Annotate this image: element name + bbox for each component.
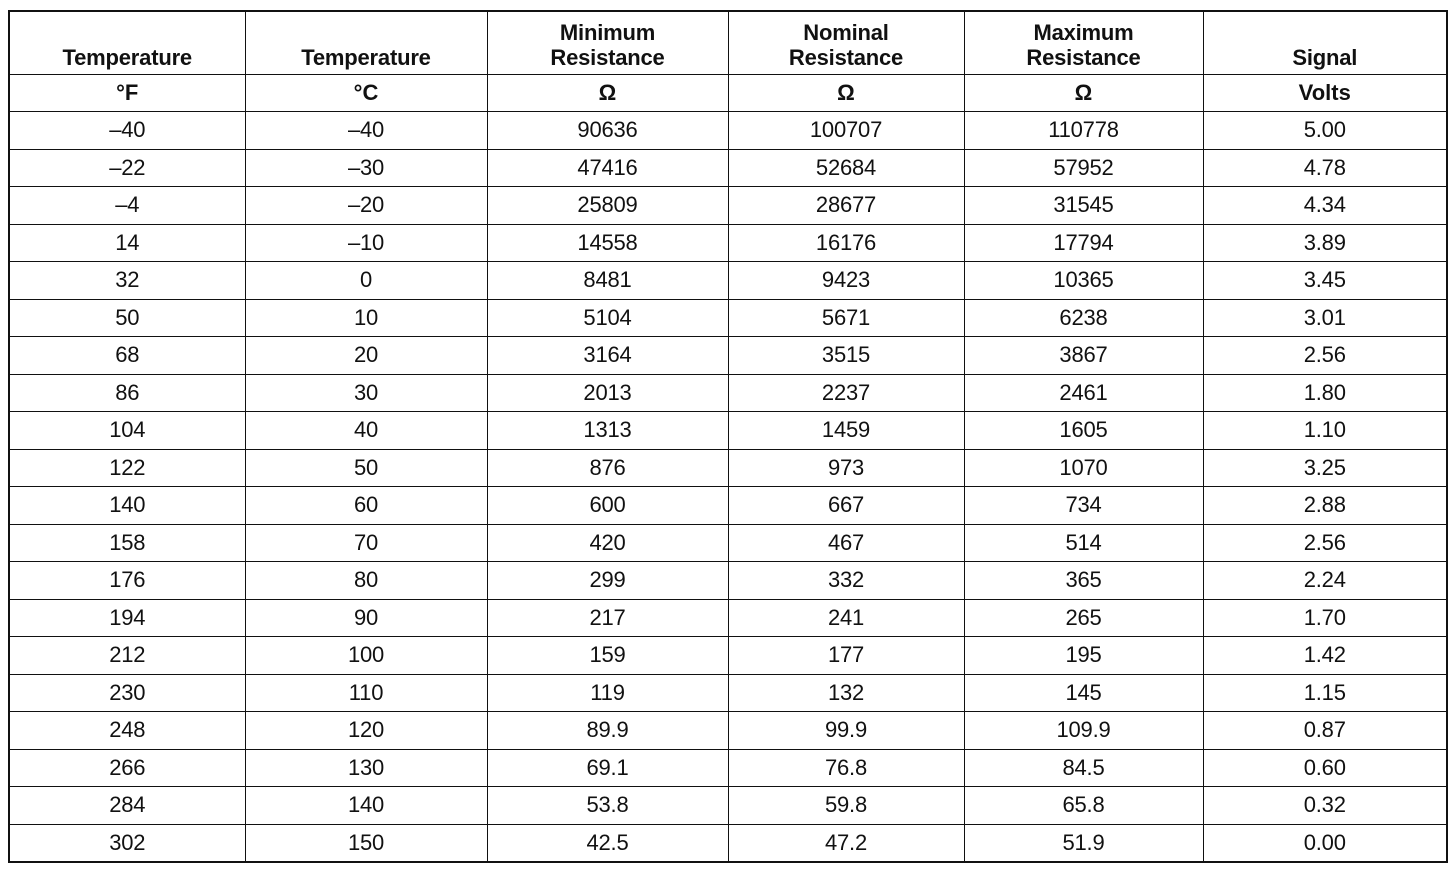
temp-c-cell: 130 — [245, 749, 487, 787]
header-nominal-resistance — [728, 11, 964, 75]
min-resistance-cell: 25809 — [487, 187, 728, 225]
table-row — [9, 787, 1447, 825]
temp-c-cell: 150 — [245, 824, 487, 862]
min-resistance-cell: 299 — [487, 562, 728, 600]
temp-c-cell: 40 — [245, 412, 487, 450]
nominal-resistance-cell: 332 — [728, 562, 964, 600]
temp-f-cell: 140 — [9, 487, 245, 525]
min-resistance-cell: 5104 — [487, 299, 728, 337]
temp-c-cell: 60 — [245, 487, 487, 525]
table-row — [9, 674, 1447, 712]
temp-f-cell: 302 — [9, 824, 245, 862]
unit-maximum-resistance: Ω — [964, 75, 1203, 112]
signal-volts-cell: 1.42 — [1203, 637, 1447, 675]
header-line2: Signal — [1292, 45, 1358, 70]
max-resistance-cell: 3867 — [964, 337, 1203, 375]
signal-volts-cell: 3.01 — [1203, 299, 1447, 337]
nominal-resistance-cell: 1459 — [728, 412, 964, 450]
temp-c-cell: 110 — [245, 674, 487, 712]
min-resistance-cell: 159 — [487, 637, 728, 675]
header-signal — [1203, 11, 1447, 75]
header-line2: Temperature — [301, 45, 431, 70]
min-resistance-cell: 119 — [487, 674, 728, 712]
nominal-resistance-cell: 9423 — [728, 262, 964, 300]
max-resistance-cell: 6238 — [964, 299, 1203, 337]
nominal-resistance-cell: 47.2 — [728, 824, 964, 862]
nominal-resistance-cell: 59.8 — [728, 787, 964, 825]
max-resistance-cell: 65.8 — [964, 787, 1203, 825]
temp-f-cell: 266 — [9, 749, 245, 787]
max-resistance-cell: 1605 — [964, 412, 1203, 450]
max-resistance-cell: 265 — [964, 599, 1203, 637]
max-resistance-cell: 57952 — [964, 149, 1203, 187]
unit-temperature-f: °F — [9, 75, 245, 112]
table-row — [9, 824, 1447, 862]
signal-volts-cell: 4.34 — [1203, 187, 1447, 225]
temp-f-cell: 230 — [9, 674, 245, 712]
header-line2: Resistance — [1026, 45, 1141, 70]
table-row — [9, 299, 1447, 337]
nominal-resistance-cell: 99.9 — [728, 712, 964, 750]
temp-f-cell: 14 — [9, 224, 245, 262]
temp-f-cell: 68 — [9, 337, 245, 375]
nominal-resistance-cell: 5671 — [728, 299, 964, 337]
header-line1: Minimum — [559, 20, 656, 45]
header-temperature-f — [9, 11, 245, 75]
max-resistance-cell: 17794 — [964, 224, 1203, 262]
max-resistance-cell: 145 — [964, 674, 1203, 712]
nominal-resistance-cell: 973 — [728, 449, 964, 487]
unit-signal: Volts — [1203, 75, 1447, 112]
nominal-resistance-cell: 177 — [728, 637, 964, 675]
max-resistance-cell: 84.5 — [964, 749, 1203, 787]
min-resistance-cell: 1313 — [487, 412, 728, 450]
temp-c-cell: 120 — [245, 712, 487, 750]
temp-c-cell: 70 — [245, 524, 487, 562]
nominal-resistance-cell: 2237 — [728, 374, 964, 412]
temp-c-cell: 100 — [245, 637, 487, 675]
max-resistance-cell: 10365 — [964, 262, 1203, 300]
temp-f-cell: 122 — [9, 449, 245, 487]
signal-volts-cell: 1.80 — [1203, 374, 1447, 412]
temp-c-cell: –30 — [245, 149, 487, 187]
nominal-resistance-cell: 241 — [728, 599, 964, 637]
temp-c-cell: 50 — [245, 449, 487, 487]
temp-f-cell: –40 — [9, 112, 245, 150]
table-row — [9, 524, 1447, 562]
unit-minimum-resistance: Ω — [487, 75, 728, 112]
table-row — [9, 749, 1447, 787]
header-temperature-c — [245, 11, 487, 75]
table-row — [9, 487, 1447, 525]
signal-volts-cell: 0.32 — [1203, 787, 1447, 825]
min-resistance-cell: 14558 — [487, 224, 728, 262]
signal-volts-cell: 3.89 — [1203, 224, 1447, 262]
min-resistance-cell: 600 — [487, 487, 728, 525]
min-resistance-cell: 8481 — [487, 262, 728, 300]
temp-c-cell: 30 — [245, 374, 487, 412]
nominal-resistance-cell: 52684 — [728, 149, 964, 187]
signal-volts-cell: 0.00 — [1203, 824, 1447, 862]
table-row — [9, 637, 1447, 675]
max-resistance-cell: 1070 — [964, 449, 1203, 487]
min-resistance-cell: 420 — [487, 524, 728, 562]
header-title-row — [9, 11, 1447, 75]
temp-f-cell: 212 — [9, 637, 245, 675]
table-row — [9, 599, 1447, 637]
temp-f-cell: 158 — [9, 524, 245, 562]
temp-c-cell: –10 — [245, 224, 487, 262]
signal-volts-cell: 2.24 — [1203, 562, 1447, 600]
nominal-resistance-cell: 667 — [728, 487, 964, 525]
header-line2: Resistance — [788, 45, 904, 70]
temp-f-cell: 194 — [9, 599, 245, 637]
table-row — [9, 224, 1447, 262]
signal-volts-cell: 5.00 — [1203, 112, 1447, 150]
min-resistance-cell: 90636 — [487, 112, 728, 150]
min-resistance-cell: 89.9 — [487, 712, 728, 750]
signal-volts-cell: 2.88 — [1203, 487, 1447, 525]
temp-f-cell: –22 — [9, 149, 245, 187]
unit-temperature-c: °C — [245, 75, 487, 112]
header-minimum-resistance — [487, 11, 728, 75]
header-line1: Nominal — [803, 20, 889, 45]
signal-volts-cell: 2.56 — [1203, 337, 1447, 375]
table-row — [9, 449, 1447, 487]
nominal-resistance-cell: 16176 — [728, 224, 964, 262]
table-row — [9, 412, 1447, 450]
table-row — [9, 112, 1447, 150]
min-resistance-cell: 53.8 — [487, 787, 728, 825]
min-resistance-cell: 69.1 — [487, 749, 728, 787]
signal-volts-cell: 4.78 — [1203, 149, 1447, 187]
min-resistance-cell: 3164 — [487, 337, 728, 375]
signal-volts-cell: 0.60 — [1203, 749, 1447, 787]
header-unit-row — [9, 75, 1447, 112]
min-resistance-cell: 2013 — [487, 374, 728, 412]
max-resistance-cell: 109.9 — [964, 712, 1203, 750]
temp-f-cell: 104 — [9, 412, 245, 450]
min-resistance-cell: 42.5 — [487, 824, 728, 862]
min-resistance-cell: 47416 — [487, 149, 728, 187]
temp-c-cell: 80 — [245, 562, 487, 600]
nominal-resistance-cell: 132 — [728, 674, 964, 712]
temp-f-cell: –4 — [9, 187, 245, 225]
header-line1: Maximum — [1033, 20, 1134, 45]
temp-c-cell: 140 — [245, 787, 487, 825]
temp-c-cell: 20 — [245, 337, 487, 375]
temp-c-cell: –40 — [245, 112, 487, 150]
header-line2: Resistance — [550, 45, 665, 70]
signal-volts-cell: 1.70 — [1203, 599, 1447, 637]
temp-f-cell: 86 — [9, 374, 245, 412]
signal-volts-cell: 2.56 — [1203, 524, 1447, 562]
unit-nominal-resistance: Ω — [728, 75, 964, 112]
table-body — [9, 112, 1447, 863]
table-row — [9, 149, 1447, 187]
max-resistance-cell: 195 — [964, 637, 1203, 675]
temp-f-cell: 32 — [9, 262, 245, 300]
max-resistance-cell: 734 — [964, 487, 1203, 525]
nominal-resistance-cell: 76.8 — [728, 749, 964, 787]
nominal-resistance-cell: 3515 — [728, 337, 964, 375]
table-row — [9, 337, 1447, 375]
temp-c-cell: 0 — [245, 262, 487, 300]
max-resistance-cell: 514 — [964, 524, 1203, 562]
temp-c-cell: –20 — [245, 187, 487, 225]
header-maximum-resistance — [964, 11, 1203, 75]
temp-f-cell: 284 — [9, 787, 245, 825]
temp-f-cell: 248 — [9, 712, 245, 750]
table-row — [9, 262, 1447, 300]
max-resistance-cell: 365 — [964, 562, 1203, 600]
min-resistance-cell: 876 — [487, 449, 728, 487]
header-line2: Temperature — [62, 45, 192, 70]
max-resistance-cell: 31545 — [964, 187, 1203, 225]
min-resistance-cell: 217 — [487, 599, 728, 637]
table-row — [9, 374, 1447, 412]
signal-volts-cell: 0.87 — [1203, 712, 1447, 750]
table-row — [9, 187, 1447, 225]
signal-volts-cell: 1.10 — [1203, 412, 1447, 450]
max-resistance-cell: 2461 — [964, 374, 1203, 412]
temp-f-cell: 176 — [9, 562, 245, 600]
table-header — [9, 11, 1447, 112]
temp-c-cell: 90 — [245, 599, 487, 637]
temp-c-cell: 10 — [245, 299, 487, 337]
table-row — [9, 712, 1447, 750]
signal-volts-cell: 3.45 — [1203, 262, 1447, 300]
nominal-resistance-cell: 100707 — [728, 112, 964, 150]
max-resistance-cell: 110778 — [964, 112, 1203, 150]
temp-f-cell: 50 — [9, 299, 245, 337]
max-resistance-cell: 51.9 — [964, 824, 1203, 862]
resistance-table — [8, 10, 1448, 863]
nominal-resistance-cell: 28677 — [728, 187, 964, 225]
signal-volts-cell: 1.15 — [1203, 674, 1447, 712]
nominal-resistance-cell: 467 — [728, 524, 964, 562]
signal-volts-cell: 3.25 — [1203, 449, 1447, 487]
table-row — [9, 562, 1447, 600]
